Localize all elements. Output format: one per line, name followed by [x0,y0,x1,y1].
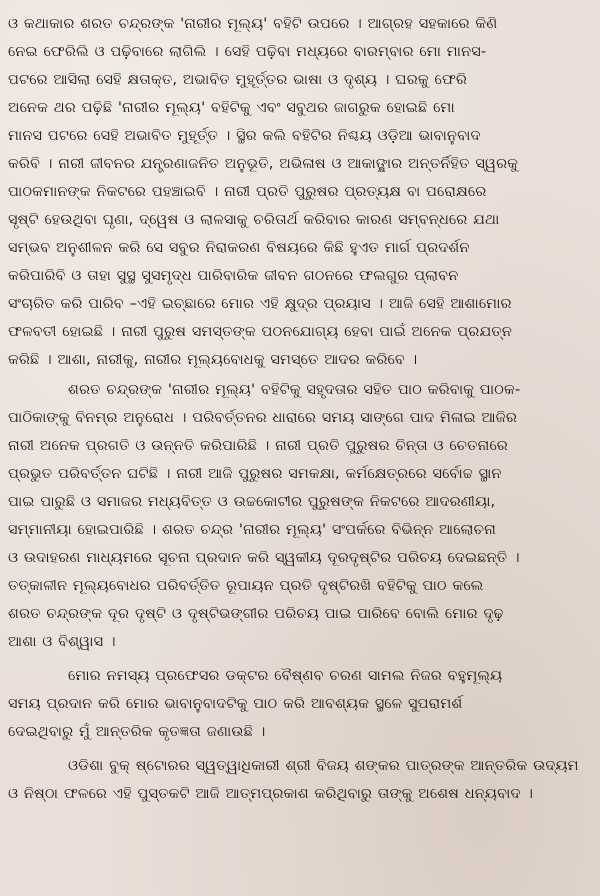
text-line: ଓ ନିଷ୍ଠା ଫଳରେ ଏହି ପୁସ୍ତକଟି ଆଜି ଆତ୍ମପ୍ରକାଶ କରିଥିବାରୁ ତାଙ୍କୁ ଅଶେଷ ଧନ୍ୟବାଦ । [8,785,533,802]
text-line: ସମ୍ମାନୀୟା ହୋଇପାରିଛି । ଶରତ ଚନ୍ଦ୍ର 'ନାରୀର ମୂଲ୍ୟ' ସଂପର୍କରେ ବିଭିନ୍ନ ଆଲୋଚନା [8,521,496,538]
text-line: ପାଠକମାନଙ୍କ ନିକଟରେ ପହଞ୍ଚାଇବି । ନାରୀ ପ୍ରତି ପୁରୁଷର ପ୍ରତ୍ୟକ୍ଷ ବା ପରୋକ୍ଷରେ [8,183,487,200]
text-line: ତତ୍କାଳୀନ ମୂଲ୍ୟବୋଧର ପରିବର୍ତ୍ତିତ ରୂପାୟନ ପ୍ରତି ଦୃଷ୍ଟିରଖି ବହିଟିକୁ ପାଠ କଲେ [8,577,484,594]
text-line: ପାଇ ପାରୁଛି ଓ ସମାଜର ମଧ୍ୟବିତ୍ତ ଓ ଉଚ୍ଚକୋଟୀର ପୁରୁଷଙ୍କ ନିକଟରେ ଆଦରଣୀୟା, [8,493,496,510]
text-line: ଶରତ ଚନ୍ଦ୍ରଙ୍କ ଦୂର ଦୃଷ୍ଟି ଓ ଦୃଷ୍ଟିଭଙ୍ଗୀର ପରିଚୟ ପାଇ ପାରିବେ ବୋଲି ମୋର ଦୃଢ଼ [8,605,504,622]
text-line: ସମୟ ପ୍ରଦାନ କରି ମୋର ଭାବାନୁବାଦଟିକୁ ପାଠ କରି ଆବଶ୍ୟକ ସ୍ଥଳେ ସୁପରାମର୍ଶ [8,695,463,712]
paragraph-2 [8,376,592,656]
text-line: ଓଡିଶା ବୁକ୍ ଷ୍ଟୋରର ସ୍ୱତ୍ୱାଧିକାରୀ ଶ୍ରୀ ବିଜୟ ଶଙ୍କର ପାତ୍ରଙ୍କ ଆନ୍ତରିକ ଉଦ୍ୟମ [68,757,579,774]
text-line: ସୃଷ୍ଟି ହେଉଥିବା ଘୃଣା, ଦ୍ୱେଷ ଓ ଲାଳସାକୁ ଚରିତାର୍ଥ କରିବାର କାରଣ ସମ୍ବନ୍ଧରେ ଯଥା [8,211,500,228]
text-line: ମୋର ନମସ୍ୟ ପ୍ରଫେସର ଡକ୍ଟର ବୈଷ୍ଣବ ଚରଣ ସାମଲ ନିଜର ବହୁମୂଲ୍ୟ [68,667,503,684]
paragraph-3 [8,662,592,746]
text-line: ପଟରେ ଆସିଲା ସେହି କ୍ଷତାକ୍ତ, ଅଭାବିତ ମୁହୂର୍ତ୍ତର ଭାଷା ଓ ଦୃଶ୍ୟ । ଘରକୁ ଫେରି [8,71,468,88]
paragraph-4 [8,752,592,808]
text-line: କରିପାରିବି ଓ ତାହା ସୁସ୍ଥ ସୁସମୃଦ୍ଧ ପାରିବାରିକ ଜୀବନ ଗଠନରେ ଫଲଗୁର ପ୍ଲାବନ [8,267,459,284]
text-line-indented [8,752,592,780]
text-line: ନେଇ ଫେରିଲି ଓ ପଢ଼ିବାରେ ଲାଗିଲି । ସେହି ପଢ଼ିବା ମଧ୍ୟରେ ବାରମ୍ବାର ମୋ ମାନସ- [8,43,487,60]
text-line: ନାରୀ ଅନେକ ପ୍ରଗତି ଓ ଉନ୍ନତି କରିପାରିଛି । ନାରୀ ପ୍ରତି ପୁରୁଷର ଚିନ୍ତା ଓ ଚେତନାରେ [8,437,508,454]
text-line: ଦେଇଥିବାରୁ ମୁଁ ଆନ୍ତରିକ କୃତଜ୍ଞତା ଜଣାଉଛି । [8,723,266,740]
text-line: କରିଛି । ଆଶା, ନାରୀକୁ, ନାରୀର ମୂଲ୍ୟବୋଧକୁ ସମସ୍ତେ ଆଦର କରିବେ । [8,351,418,368]
text-line: ଅନେକ ଥର ପଢ଼ିଛି 'ନାରୀର ମୂଲ୍ୟ' ବହିଟିକୁ ଏବଂ ସବୁଥର ଜାଗରୁକ ହୋଇଛି ମୋ [8,99,455,116]
text-line: ଆଶା ଓ ବିଶ୍ୱାସ । [8,633,116,650]
text-line: ସମ୍ଭବ ଅନୁଶୀଳନ କରି ସେ ସବୁର ନିରାକରଣ ବିଷୟରେ କିଛି ହୁଏତ ମାର୍ଗ ପ୍ରଦର୍ଶନ [8,239,470,256]
text-line-indented [8,662,592,690]
text-line: ଓ ଉଦାହରଣ ମାଧ୍ୟମରେ ସୂଚନା ପ୍ରଦାନ କରି ସ୍ୱକୀୟ ଦୂରଦୃଷ୍ଟିର ପରିଚୟ ଦେଇଛନ୍ତି । [8,549,520,566]
text-line: ପାଠିକାଙ୍କୁ ବିନମ୍ର ଅନୁରୋଧ । ପରିବର୍ତ୍ତନର ଧାରାରେ ସମୟ ସାଙ୍ଗେ ପାଦ ମିଳାଇ ଆଜିର [8,409,518,426]
paragraph-1 [8,10,592,374]
text-line-indented [8,376,592,404]
text-line: ମାନସ ପଟରେ ସେହି ଅଭାବିତ ମୁହୂର୍ତ୍ତ । ସ୍ଥିର କଲି ବହିଟିର ନିଶ୍ଚୟ ଓଡ଼ିଆ ଭାବାନୁବାଦ [8,127,481,144]
text-line: ଓ କଥାକାର ଶରତ ଚନ୍ଦ୍ରଙ୍କ 'ନାରୀର ମୂଲ୍ୟ' ବହିଟି ଉପରେ । ଆଗ୍ରହ ସହକାରେ କିଣି [8,15,498,32]
text-line: କରିବି । ନାରୀ ଜୀବନର ଯନ୍ତ୍ରଣାଜନିତ ଅନୁଭୂତି, ଅଭିଳାଷ ଓ ଆକାଙ୍କ୍ଷାର ଅନ୍ତର୍ନିହିତ ସ୍ୱରକୁ [8,155,519,172]
text-line: ଫଳବତୀ ହୋଇଛି । ନାରୀ ପୁରୁଷ ସମସ୍ତଙ୍କ ପଠନଯୋଗ୍ୟ ହେବା ପାଇଁ ଅନେକ ପ୍ରଯତ୍ନ [8,323,512,340]
text-line: ସଂଚାରିତ କରି ପାରିବ –ଏହି ଇଚ୍ଛାରେ ମୋର ଏହି କ୍ଷୁଦ୍ର ପ୍ରୟାସ । ଆଜି ସେହି ଆଶାମୋର [8,295,512,312]
text-line: ପ୍ରଭୁତ ପରିବର୍ତ୍ତନ ଘଟିଛି । ନାରୀ ଆଜି ପୁରୁଷର ସମକକ୍ଷା, କର୍ମକ୍ଷେତ୍ରରେ ସର୍ବୋଚ୍ଚ ସ୍ଥାନ [8,465,502,482]
text-line: ଶରତ ଚନ୍ଦ୍ରଙ୍କ 'ନାରୀର ମୂଲ୍ୟ' ବହିଟିକୁ ସହୃଦତାର ସହିତ ପାଠ କରିବାକୁ ପାଠକ- [68,381,521,398]
